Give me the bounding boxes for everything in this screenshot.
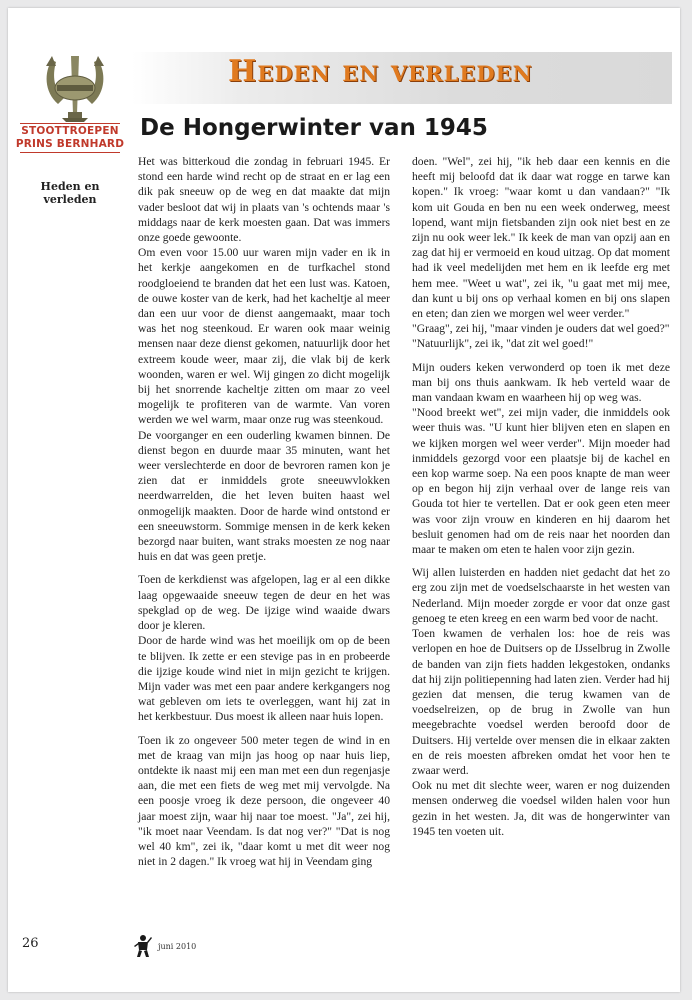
mascot-icon — [134, 934, 152, 958]
unit-name — [14, 122, 126, 154]
article-paragraph: Wij allen luisterden en hadden niet gedacht dat het zo erg zou zijn met de voedselschaarste in het westen van Nederland. Mijn moeder zorgde er voor dat onze gast genoeg te eten kreeg en een warm bed voor de nacht. — [412, 566, 670, 625]
issue-date: juni 2010 — [158, 942, 197, 951]
article-paragraph: Toen ik zo ongeveer 500 meter tegen de wind in en met de kraag van mijn jas hoog op naar huis liep, ontdekte ik naast mij een man met een dun regenjasje aan, die met een fiets de weg met mij vervolgde. Na een poosje vroeg ik deze persoon, die ongeveer 40 jaar moest zijn, waar hij naar toe moest. "Ja", zei hij, "ik moet naar Veendam. Is dat nog ver?" "Dat is nog wel 40 km", zei ik, "daar komt u met dit weer nog niet in 2 dagen." Ik vroeg wat hij in Veendam ging — [138, 733, 390, 869]
article-paragraph: "Graag", zei hij, "maar vinden je ouders dat wel goed?" — [412, 322, 670, 336]
article-paragraph: Door de harde wind was het moeilijk om op de been te blijven. Ik zette er een stevige pas in en probeerde die ijzige koude wind niet in mijn gezicht te krijgen. Mijn vader was met een paar andere kerkgangers nog wat gebleven om iets te overleggen, want hij zat in het kerkbestuur. Dus moest ik alleen naar huis lopen. — [138, 634, 390, 724]
page-number: 26 — [22, 936, 39, 951]
article-paragraph: Mijn ouders keken verwonderd op toen ik met deze man bij ons thuis aankwam. Ik heb verteld waar de man vandaan kwam en waarheen hij op weg was. — [412, 360, 670, 405]
article-paragraph: doen. "Wel", zei hij, "ik heb daar een kennis en die heeft mij beloofd dat ik daar wat rogge en tarwe kan kopen." Ik vroeg: "waar komt u dan vandaan?" "Ik kom uit Gouda en ben nu een week onderweg, meest lopend, want mijn fietsbanden zijn ook niet best en ze zijn nu ook weer lek." Ik keek de man van opzij aan en zag dat hij er vermoeid en koud uitzag. Op dat moment had ik veel medelijden met hem en ik leefde erg met hem mee. "Weet u wat", zei ik, "u gaat met mij mee, dan kunt u bij ons op verhaal komen en bij ons slapen en eten; dan zien we morgen wel weer verder." — [412, 155, 670, 321]
unit-name-line1: STOOTTROEPEN — [21, 125, 119, 137]
article-headline: De Hongerwinter van 1945 — [140, 115, 488, 141]
sidebar-section-label: Heden en verleden — [40, 180, 100, 206]
article-paragraph: Het was bitterkoud die zondag in februari 1945. Er stond een harde wind recht op de straat en er lag een dik pak sneeuw op de weg en dat maakte dat mijn vader besloot dat wij in plaats van 's ochtends maar 's middags naar de kerk moesten gaan. Dat was immers onze goede gewoonte. — [138, 155, 390, 245]
article-paragraph: "Nood breekt wet", zei mijn vader, die inmiddels ook weer thuis was. "U kunt hier blijven eten en slapen en we kijken morgen wel weer verder". Mijn moeder had inmiddels gezorgd voor een plaatsje bij de kachel en een kop warme soep. Na een poos knapte de man weer op en begon hij zijn verhaal over de lange reis van Gouda tot hier te vertellen. Dat er ook geen eten meer was voor zijn vrouw en kinderen en hij daarom het besluit genomen had om de reis naar het noorden dan maar te maken om eten te halen voor zijn gezin. — [412, 406, 670, 557]
crest-icon — [40, 52, 110, 124]
article-paragraph: Toen de kerkdienst was afgelopen, lag er al een dikke laag opgewaaide sneeuw tegen de deur en het was spekglad op de weg. De ijzige wind waaide dwars door je kleren. — [138, 573, 390, 633]
article-paragraph: De voorganger en een ouderling kwamen binnen. De dienst begon en duurde maar 35 minuten, want het weer verslechterde en door de bevroren ramen kon je zien dat er inmiddels grote sneeuwvlokken neerdwarrelden, die het leven buiten haast wel onmogelijk maakten. Door de harde wind ontstond er een sneeuwstorm. Sommige mensen in de kerk keken bezorgd naar buiten, want straks moesten ze nog naar huis en dat was geen pretje. — [138, 428, 390, 564]
article-paragraph: Ook nu met dit slechte weer, waren er nog duizenden mensen onderweg die voedsel wilden halen voor hun gezin in het westen. Ja, dit was de hongerwinter van 1945 ten voeten uit. — [412, 779, 670, 838]
article-paragraph: Om even voor 15.00 uur waren mijn vader en ik in het kerkje aangekomen en de turfkachel stond roodgloeiend te branden dat het een lust was. Katoen, de ouwe koster van de kerk, had het kacheltje al meer dan een uur voor de dienst aangemaakt, maar toch was het nog steenkoud. Er waren ook maar weinig mensen naar deze dienst gekomen, natuurlijk door het extreem koude weer, maar zij, die vlak bij de kerk woonden, waren er wel. Wij gingen zo dicht mogelijk bij het snorrende kacheltje zitten om maar zo veel mogelijk te profiteren van de warmte. Van voren werden we wel warm, maar onze rug was steenkoud. — [138, 246, 390, 427]
article-paragraph: Toen kwamen de verhalen los: hoe de reis was verlopen en hoe de Duitsers op de IJsselbrug in Zwolle de banden van zijn fiets hadden lekgestoken, ondanks dat hij zijn politiepenning had laten zien. Verder had hij gezien dat mensen, die terug kwamen van de voedselreizen, op de brug in Zwolle van hun meegebrachte voedsel werden beroofd door de Duitsers. Hij vertelde over mensen die in elkaar zakten en de reis moesten afbreken omdat het voor hen te zwaar werd. — [412, 627, 670, 777]
unit-name-line2: PRINS BERNHARD — [15, 138, 125, 150]
article-column-left — [138, 154, 390, 869]
article-column-right — [412, 154, 670, 839]
article-paragraph: "Natuurlijk", zei ik, "dat zit wel goed!" — [412, 337, 594, 351]
section-banner-title: Heden en verleden — [228, 54, 533, 89]
